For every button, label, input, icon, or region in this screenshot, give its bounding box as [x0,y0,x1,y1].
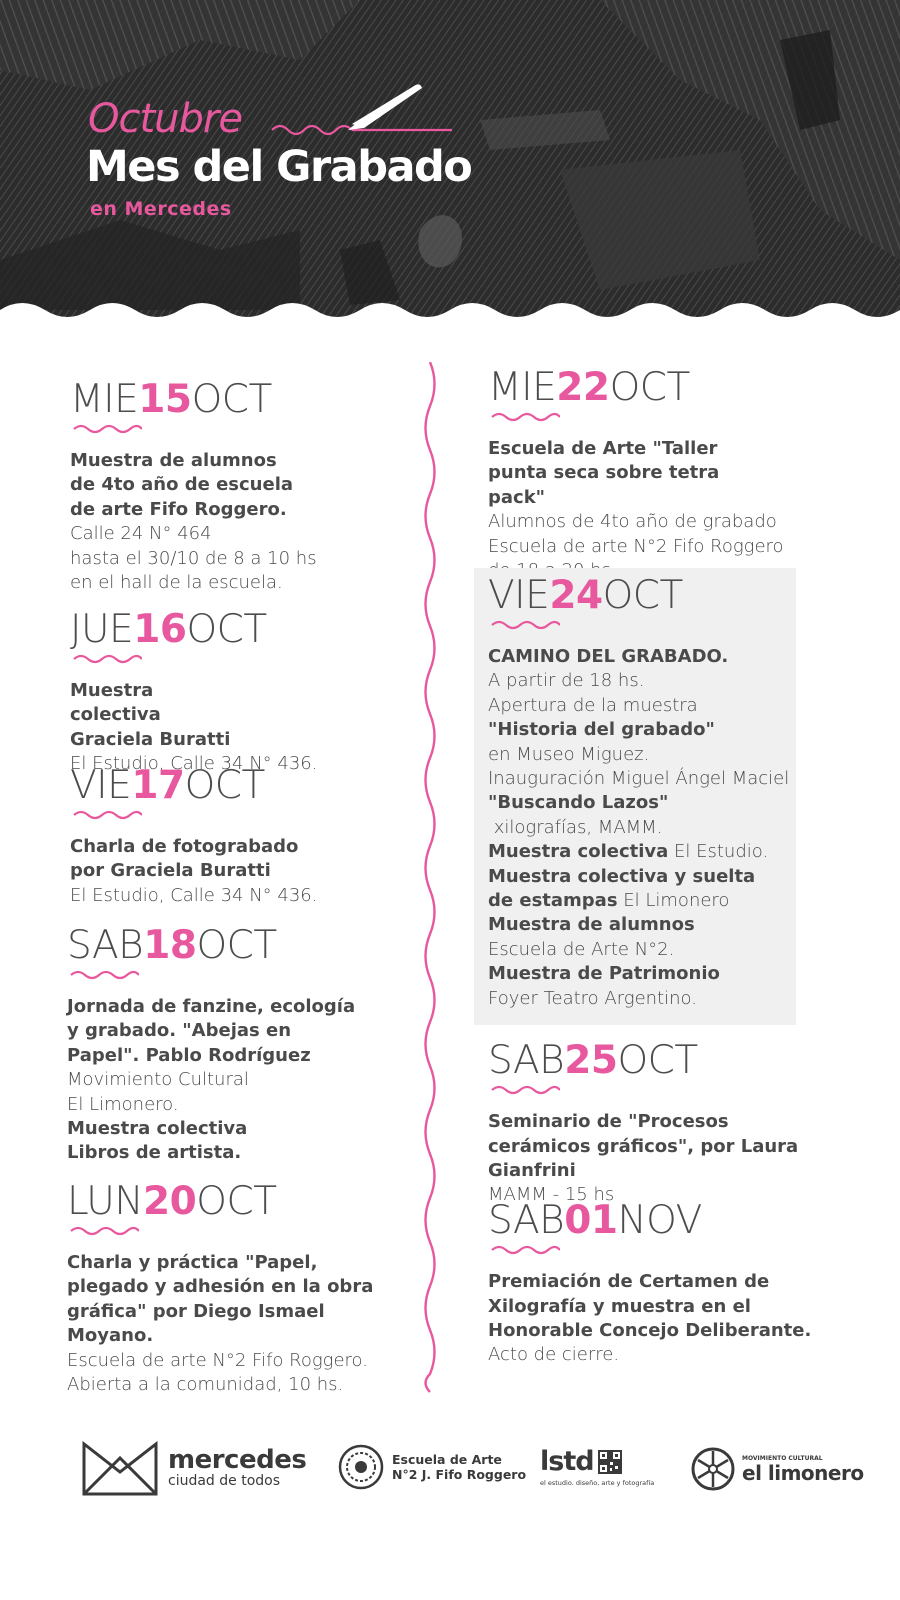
schedule-right-column [488,366,838,1368]
page-title: Mes del Grabado [86,142,472,192]
event-date: SAB01NOV [488,1198,702,1244]
squiggle-underline-icon [490,411,560,423]
escuela-seal-icon [338,1444,384,1490]
squiggle-underline-icon [72,809,142,821]
event-date: LUN20OCT [67,1179,277,1224]
page-subtitle: en Mercedes [90,198,232,220]
event-mie-22-oct [488,366,838,568]
event-date: SAB18OCT [67,923,277,968]
istd-tagline: el estudio. diseño, arte y fotografía [540,1479,655,1487]
event-date: VIE17OCT [70,763,265,808]
header-banner [0,0,900,330]
squiggle-underline-icon [69,1225,139,1237]
schedule-left-column [67,377,430,1397]
squiggle-underline-icon [69,969,139,981]
istd-name: lstd [540,1446,594,1477]
event-description: Muestra de alumnos de 4to año de escuela de arte Fifo Roggero. Calle 24 N° 464 hasta el 30/10 de 8 a 10 hs en el hall de la escuela. [70,450,317,594]
event-description: Escuela de Arte "Taller punta seca sobre tetra pack" Alumnos de 4to año de grabado Escuela de arte N°2 Fifo Roggero [488,438,784,557]
mercedes-name: mercedes [168,1445,307,1475]
event-date: MIE15OCT [70,377,272,422]
event-mie-15-oct [70,378,430,608]
event-date: MIE22OCT [488,365,690,410]
event-date: VIE24OCT [488,573,683,618]
logo-escuela-de-arte: Escuela de Arte N°2 J. Fifo Roggero [338,1444,526,1490]
burin-tool-icon [268,78,458,138]
squiggle-underline-icon [72,423,142,435]
squiggle-underline-icon [72,653,142,665]
event-sab-01-nov [488,1199,838,1368]
mercedes-m-icon [80,1438,160,1498]
event-vie-24-oct-highlight [474,568,796,1025]
mercedes-tagline: ciudad de todos [168,1473,281,1489]
limonero-lemon-icon [690,1446,736,1492]
event-description: Seminario de "Procesos cerámicos gráficos", por Laura Gianfrini MAMM - 15 hs [488,1111,799,1206]
squiggle-underline-icon [490,1084,560,1096]
event-lun-20-oct [67,1180,430,1397]
event-date: JUE16OCT [70,607,267,652]
logo-el-estudio [540,1448,654,1487]
event-description: CAMINO DEL GRABADO. A partir de 18 hs. Apertura de la muestra "Historia del grabado" en Museo Miguez. Inauguración Miguel Ángel Maciel "Buscando Lazos" xilografías, MAMM. Muestra colectiva El Estudio. Muestra colectiva y suelta de estampas El Limonero Muestra de alumnos Escuela de Arte N°2. Muestra de Patrimonio Foyer Teatro Argentino. [488,646,790,1009]
squiggle-underline-icon [490,1244,560,1256]
logo-el-limonero: MOVIMIENTO CULTURAL el limonero [690,1446,864,1492]
qr-code-icon [598,1450,622,1474]
event-description: Premiación de Certamen de Xilografía y muestra en el Honorable Concejo Deliberante. Acto de cierre. [488,1271,812,1366]
event-date: SAB25OCT [488,1038,698,1084]
event-sab-25-oct [488,1038,838,1206]
event-description: Muestra colectiva Graciela Buratti El Estudio, Calle 34 N° 436. [70,680,318,775]
logo-mercedes [80,1438,306,1498]
event-description: Jornada de fanzine, ecología y grabado. "Abejas en Papel". Pablo Rodríguez Movimiento Cultural El Limonero. Muestra colectiva Libros de artista. [67,996,356,1164]
title-script: Octubre [88,96,242,142]
event-sab-18-oct [67,924,430,1180]
event-description: Charla de fotograbado por Graciela Buratti El Estudio, Calle 34 N° 436. [70,836,318,906]
event-jue-16-oct [70,607,430,775]
sponsor-logos [0,1426,900,1526]
squiggle-underline-icon [490,619,560,631]
event-description: Charla y práctica "Papel, plegado y adhesión en la obra gráfica" por Diego Ismael Moyano. Escuela de arte N°2 Fifo Roggero. Abierta a la comunidad, 10 hs. [67,1252,374,1396]
event-vie-17-oct [70,764,430,924]
